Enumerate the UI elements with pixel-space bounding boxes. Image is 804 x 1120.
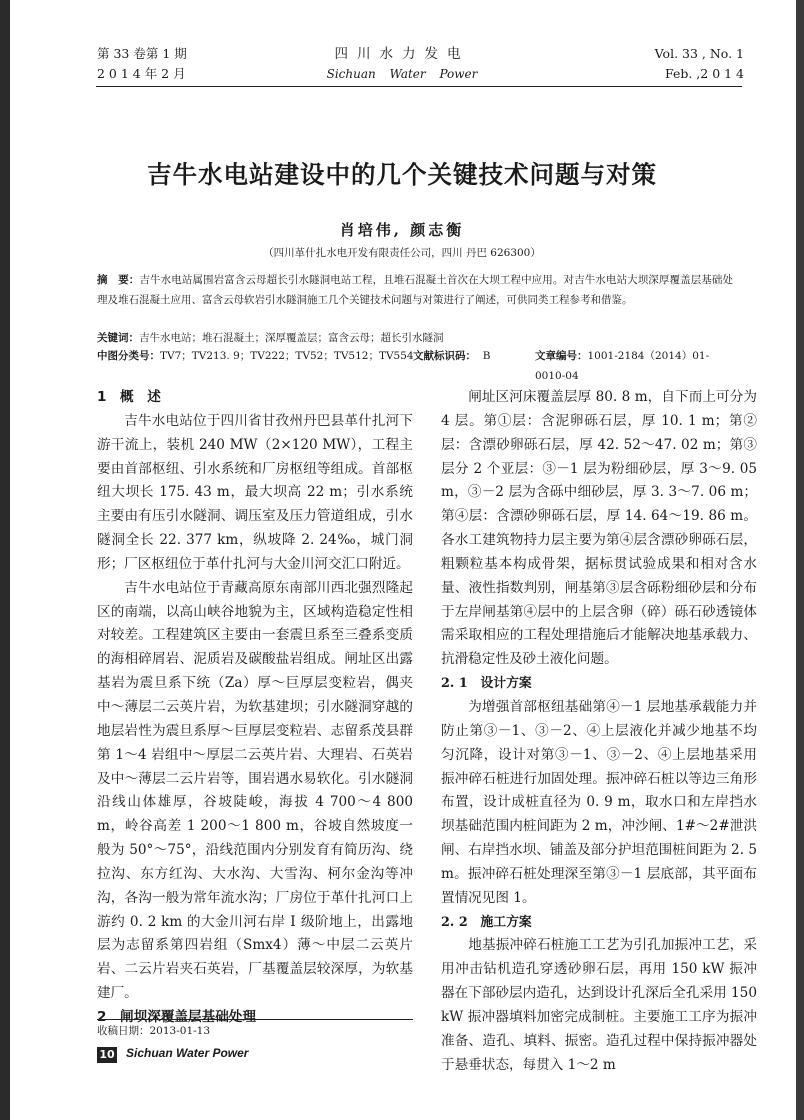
abstract xyxy=(97,270,733,310)
keywords-text: 吉牛水电站；堆石混凝土；深厚覆盖层；富含云母；超长引水隧洞 xyxy=(139,332,444,344)
paragraph-design: 为增强首部枢纽基础第④－1 层地基承载能力并防止第③－1、③－2、④上层液化并减少地基不均匀沉降，设计对第③－1、③－2、④上层地基采用振冲碎石桩进行加固处理。振冲碎石桩以等边三角形布置，设计成桩直径为 0. 9 m，取水口和左岸挡水坝基础范围内桩间距为 2 m，冲沙闸、1#～2#泄洪闸、右岸挡水坝、铺盖及部分护坦范围桩间距为 2. 5 m。振冲碎石桩处理深至第③－1 层底部，其平面布置情况见图 1。 xyxy=(441,698,757,906)
page-number: 10 xyxy=(97,1047,117,1063)
authors: 肖培伟, 颜志衡 xyxy=(339,221,465,239)
paragraph-geology: 吉牛水电站位于青藏高原东南部川西北强烈隆起区的南端，以高山峡谷地貌为主，区域构造稳定性相对较差。工程建筑区主要由一套震旦系至三叠系变质的海相碎屑岩、泥质岩及碳酸盐岩组成。闸址区出露基岩为震旦系下统（Za）厚～巨厚层变粒岩，偶夹中～薄层二云英片岩，为软基建坝；引水隧洞穿越的地层岩性为震旦系厚～巨厚层变粒岩、志留系茂县群第 1～4 岩组中～厚层二云英片岩、大理岩、石英岩及中～薄层二云片岩等，围岩遇水易软化。引水隧洞沿线山体雄厚，谷坡陡峻，海拔 4 700～4 800 m，岭谷高差 1 200～1 800 m，谷坡自然坡度一般为 50°～75°，沿线范围内分别发育有简历沟、绕拉沟、东方红沟、大水沟、大雪沟、柯尔金沟等冲沟，各沟一般为常年流水沟；厂房位于革什扎河口上游约 0. 2 km 的大金川河右岸 Ⅰ 级阶地上，出露地层为志留系第四岩组（Smx4）薄～中层二云英片岩、二云片岩夹石英岩，厂基覆盖层较深厚，为软基建厂。 xyxy=(97,579,413,1002)
date-cn: 2 0 1 4 年 2 月 xyxy=(97,66,186,81)
clc-text: TV7；TV213. 9；TV222；TV52；TV512；TV554 xyxy=(160,350,414,362)
document-code xyxy=(413,346,490,366)
body-column-right xyxy=(441,386,757,1077)
keywords xyxy=(97,328,737,348)
footer-journal-name: Sichuan Water Power xyxy=(126,1046,249,1060)
subsection-heading-2-1: 2. 1 设计方案 xyxy=(441,676,532,692)
keywords-label: 关键词： xyxy=(97,332,139,344)
received-date: 收稿日期：2013-01-13 xyxy=(97,1025,211,1037)
date-en: Feb. ,2 0 1 4 xyxy=(664,66,744,81)
article-number xyxy=(535,346,737,386)
document-code-label: 文献标识码： xyxy=(413,350,476,362)
paragraph-overview: 吉牛水电站位于四川省甘孜州丹巴县革什扎河下游干流上，装机 240 MW（2×120 MW），工程主要由首部枢纽、引水系统和厂房枢纽等组成。首部枢纽大坝长 175. 43 m，最大坝高 22 m；引水系统主要由有压引水隧洞、调压室及压力管道组成，引水隧洞全长 22. 377 km，纵坡降 2. 24‰，城门洞形；厂区枢纽位于革什扎河与大金川河交汇口附近。 xyxy=(97,412,413,572)
article-number-value: 1001-2184（2014）01-0010-04 xyxy=(535,350,710,382)
abstract-text: 吉牛水电站属围岩富含云母超长引水隧洞电站工程，且堆石混凝土首次在大坝工程中应用。对吉牛水电站大坝深厚覆盖层基础处理及堆石混凝土应用、富含云母软岩引水隧洞施工几个关键技术问题与对策进行了阐述，可供同类工程参考和借鉴。 xyxy=(97,274,734,306)
abstract-label: 摘 要： xyxy=(97,274,140,286)
footnote-rule xyxy=(97,1019,413,1020)
body-column-left xyxy=(97,386,413,1030)
article-title: 吉牛水电站建设中的几个关键技术问题与对策 xyxy=(147,160,657,189)
volume-issue-cn: 第 33 卷第 1 期 xyxy=(97,46,187,61)
clc-label: 中图分类号： xyxy=(97,350,160,362)
volume-issue-en: Vol. 33 , No. 1 xyxy=(654,46,744,61)
paragraph-construction: 地基振冲碎石桩施工工艺为引孔加振冲工艺，采用冲击钻机造孔穿透砂卵石层，再用 150 kW 振冲器在下部砂层内造孔，达到设计孔深后全孔采用 150 kW 振冲器填料加密完成制桩。主要施工工序为振冲准备、造孔、填料、振密。造孔过程中保持振冲器处于悬垂状态，每贯入 1～2 m xyxy=(441,937,757,1073)
affiliation: （四川革什扎水电开发有限责任公司，四川 丹巴 626300） xyxy=(263,247,541,259)
article-number-label: 文章编号： xyxy=(535,350,588,362)
header-rule xyxy=(96,86,742,87)
clc-number xyxy=(97,346,414,366)
journal-name-cn: 四川水力发电 xyxy=(334,46,470,62)
section-heading-1: 1 概 述 xyxy=(97,389,161,405)
section-heading-2: 2 闸坝深覆盖层基础处理 xyxy=(97,1008,256,1025)
header-right xyxy=(655,44,744,84)
subsection-heading-2-2: 2. 2 施工方案 xyxy=(441,914,532,930)
document-code-value: B xyxy=(482,350,491,362)
paragraph-overburden: 闸址区河床覆盖层厚 80. 8 m，自下而上可分为 4 层。第①层：含泥卵砾石层，厚 10. 1 m；第②层：含漂砂卵砾石层，厚 42. 52～47. 02 m；第③层分 2 个亚层：③－1 层为粉细砂层，厚 3～9. 05 m，③－2 层为含砾中细砂层，厚 3. 3～7. 06 m；第④层：含漂砂卵砾石层，厚 14. 64～19. 86 m。各水工建筑物持力层主要为第④层含漂砂卵砾石层，粗颗粒基本构成骨架，据标贯试验成果和相对含水量、液性指数判别，闸基第③层含砾粉细砂层和分布于左岸闸基第④层中的上层含卵（碎）砾石砂透镜体需采取相应的工程处理措施后才能解决地基承载力、抗滑稳定性及砂土液化问题。 xyxy=(441,389,757,668)
journal-name-en: Sichuan Water Power xyxy=(326,67,478,81)
